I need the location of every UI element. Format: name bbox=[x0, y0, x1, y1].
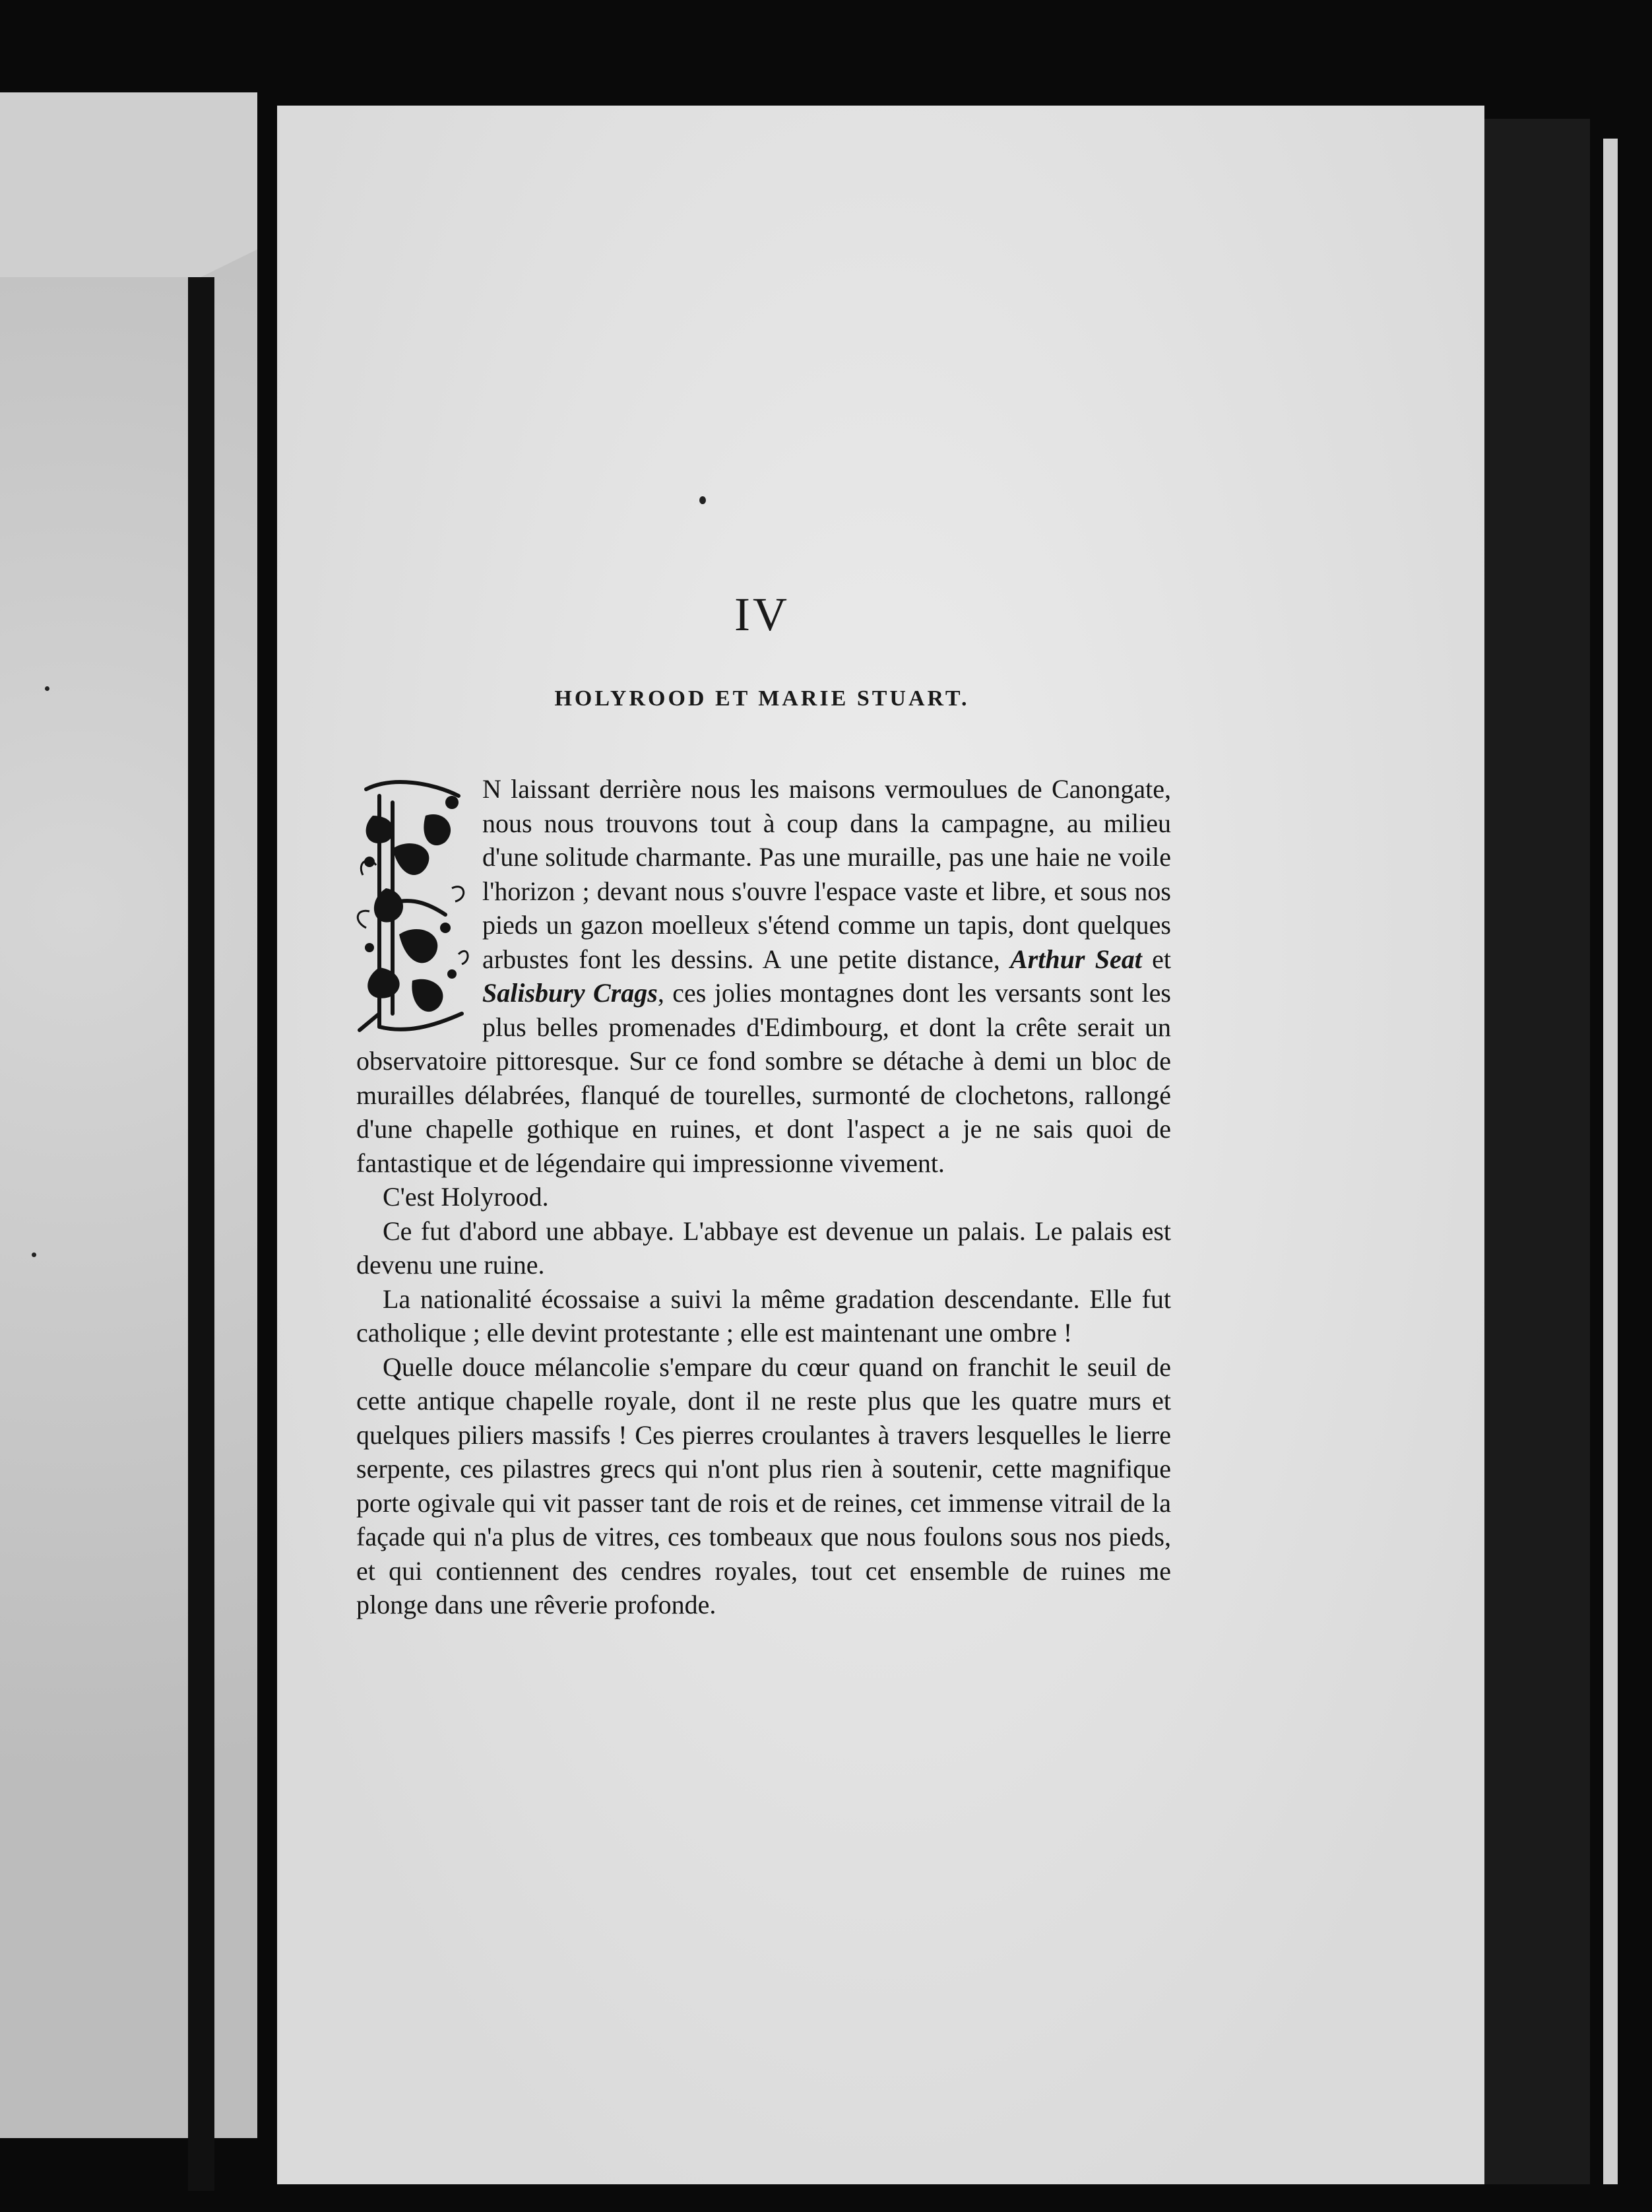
ornate-drop-cap-icon bbox=[353, 776, 472, 1040]
body-text bbox=[356, 772, 1171, 1622]
paragraph-1-text: N laissant derrière nous les maisons vermoulues de Canongate, nous nous trouvons tout à coup dans la campagne, au milieu d'une solitude charmante. Pas une muraille, pas une haie ne voile l'horizon ; devant nous s'ouvre l'espace vaste et libre, et sous nos pieds un gazon moelleux s'étend comme un tapis, dont quelques arbustes font les dessins. A une petite distance, bbox=[482, 774, 1171, 974]
place-name: Arthur Seat bbox=[1010, 944, 1142, 974]
paragraph-2: C'est Holyrood. bbox=[383, 1182, 549, 1212]
chapter-title: HOLYROOD ET MARIE STUART. bbox=[554, 686, 970, 711]
ink-speck bbox=[32, 1252, 36, 1257]
torn-page-tab bbox=[0, 92, 257, 277]
paragraph-1 bbox=[356, 772, 1171, 1180]
page-edge-shadow bbox=[1484, 119, 1590, 2184]
page-edge-strip bbox=[1603, 139, 1618, 2184]
paragraph-1-text: et bbox=[1141, 944, 1171, 974]
paragraph-3: Ce fut d'abord une abbaye. L'abbaye est devenue un palais. Le palais est devenu une ruine. bbox=[356, 1216, 1171, 1280]
place-name: Salisbury Crags bbox=[482, 978, 658, 1008]
chapter-number: IV bbox=[734, 588, 790, 641]
ink-speck bbox=[699, 496, 706, 504]
facing-page-edge bbox=[0, 92, 257, 2138]
book-gutter bbox=[188, 277, 214, 2191]
paragraph-4: La nationalité écossaise a suivi la même gradation descendante. Elle fut catholique ; elle devint protestante ; elle est maintenant une ombre ! bbox=[356, 1284, 1171, 1348]
paragraph-1-text: , ces jolies montagnes dont les versants sont les plus belles promenades d'Edimbourg, et dont la crête serait un observatoire pittoresque. Sur ce fond sombre se détache à demi un bloc de murailles délabrées, flanqué de tourelles, surmonté de clochetons, rallongé d'une chapelle gothique en ruines, et dont l'aspect a je ne sais quoi de fantastique et de légendaire qui impressionne vivement. bbox=[356, 978, 1171, 1178]
paragraph-5: Quelle douce mélancolie s'empare du cœur quand on franchit le seuil de cette antique chapelle royale, dont il ne reste plus que les quatre murs et quelques piliers massifs ! Ces pierres croulantes à travers lesquelles le lierre serpente, ces pilastres grecs qui n'ont plus rien à soutenir, cette magnifique porte ogivale qui vit passer tant de rois et de reines, cet immense vitrail de la façade qui n'a plus de vitres, ces tombeaux que nous foulons sous nos pieds, et qui contiennent des cendres royales, tout cet ensemble de ruines me plonge dans une rêverie profonde. bbox=[356, 1351, 1171, 1619]
